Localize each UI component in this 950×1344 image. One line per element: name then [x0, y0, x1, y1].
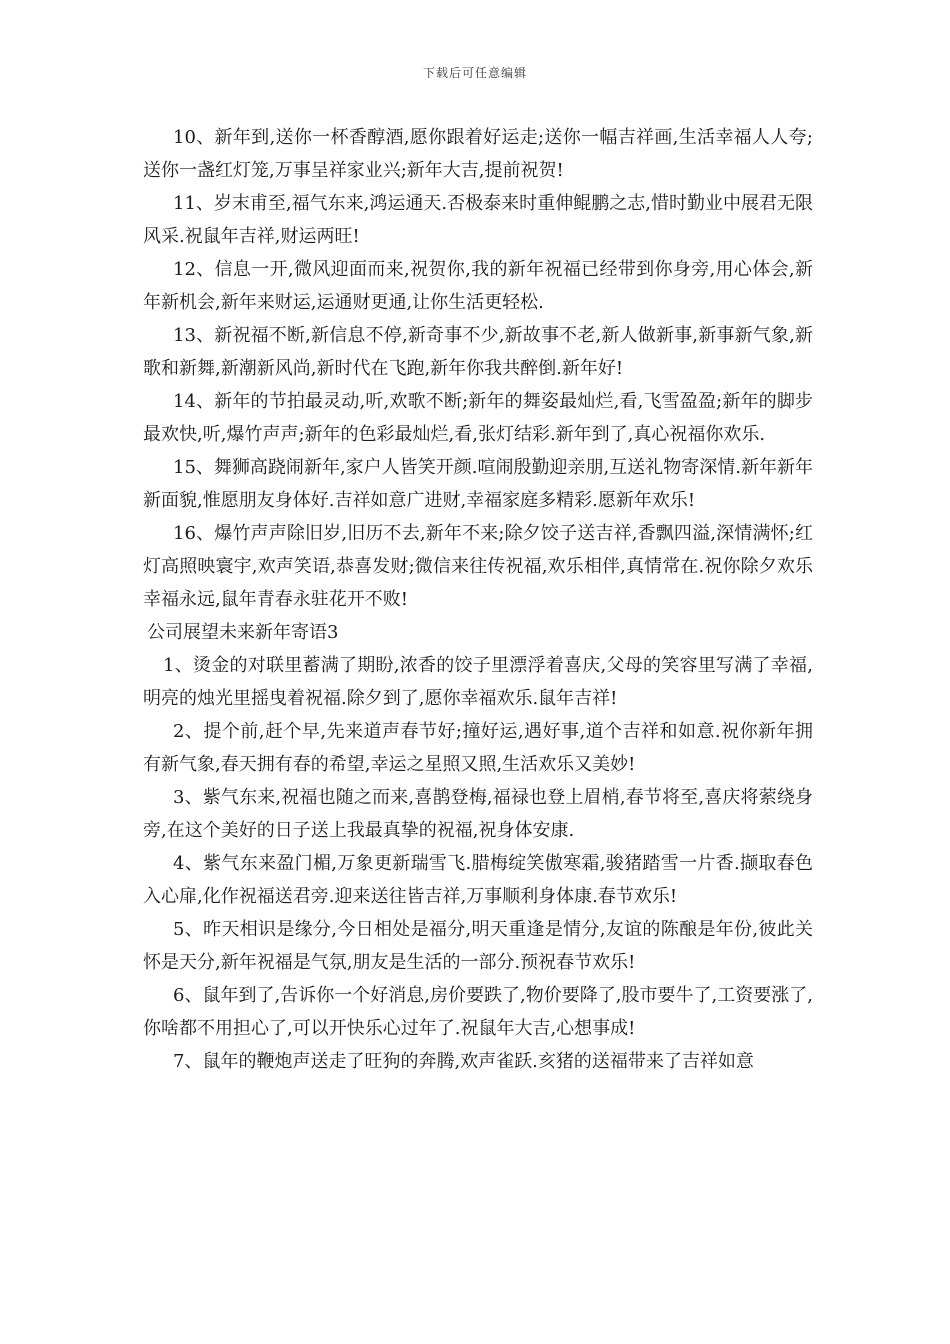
- paragraph-10: 10、新年到,送你一杯香醇酒,愿你跟着好运走;送你一幅吉祥画,生活幸福人人夸;送你一盏红灯笼,万事呈祥家业兴;新年大吉,提前祝贺!: [143, 127, 813, 181]
- paragraph-14: 14、新年的节拍最灵动,听,欢歌不断;新年的舞姿最灿烂,看,飞雪盈盈;新年的脚步最欢快,听,爆竹声声;新年的色彩最灿烂,看,张灯结彩.新年到了,真心祝福你欢乐.: [143, 391, 813, 445]
- paragraph-11: 11、岁末甫至,福气东来,鸿运通天.否极泰来时重伸鲲鹏之志,惜时勤业中展君无限风采.祝鼠年吉祥,财运两旺!: [143, 193, 813, 247]
- paragraph-1: 1、烫金的对联里蓄满了期盼,浓香的饺子里漂浮着喜庆,父母的笑容里写满了幸福,明亮的烛光里摇曳着祝福.除夕到了,愿你幸福欢乐.鼠年吉祥!: [143, 655, 813, 709]
- paragraph-7: 7、鼠年的鞭炮声送走了旺狗的奔腾,欢声雀跃.亥猪的送福带来了吉祥如意: [173, 1051, 754, 1072]
- section-heading: 公司展望未来新年寄语3: [147, 622, 339, 643]
- paragraph-15: 15、舞狮高跷闹新年,家户人皆笑开颜.喧闹殷勤迎亲朋,互送礼物寄深情.新年新年新面貌,惟愿朋友身体好.吉祥如意广进财,幸福家庭多精彩.愿新年欢乐!: [143, 457, 813, 511]
- document-body: [143, 121, 813, 1078]
- paragraph-6: 6、鼠年到了,告诉你一个好消息,房价要跌了,物价要降了,股市要牛了,工资要涨了,你啥都不用担心了,可以开快乐心过年了.祝鼠年大吉,心想事成!: [143, 985, 813, 1039]
- paragraph-3: 3、紫气东来,祝福也随之而来,喜鹊登梅,福禄也登上眉梢,春节将至,喜庆将萦绕身旁,在这个美好的日子送上我最真挚的祝福,祝身体安康.: [143, 787, 813, 841]
- paragraph-4: 4、紫气东来盈门楣,万象更新瑞雪飞.腊梅绽笑傲寒霜,骏猪踏雪一片香.撷取春色入心扉,化作祝福送君旁.迎来送往皆吉祥,万事顺利身体康.春节欢乐!: [143, 853, 813, 907]
- paragraph-12: 12、信息一开,微风迎面而来,祝贺你,我的新年祝福已经带到你身旁,用心体会,新年新机会,新年来财运,运通财更通,让你生活更轻松.: [143, 259, 813, 313]
- paragraph-2: 2、提个前,赶个早,先来道声春节好;撞好运,遇好事,道个吉祥和如意.祝你新年拥有新气象,春天拥有春的希望,幸运之星照又照,生活欢乐又美妙!: [143, 721, 813, 775]
- paragraph-5: 5、昨天相识是缘分,今日相处是福分,明天重逢是情分,友谊的陈酿是年份,彼此关怀是天分,新年祝福是气氛,朋友是生活的一部分.预祝春节欢乐!: [143, 919, 813, 973]
- paragraph-16: 16、爆竹声声除旧岁,旧历不去,新年不来;除夕饺子送吉祥,香飘四溢,深情满怀;红灯高照映寰宇,欢声笑语,恭喜发财;微信来往传祝福,欢乐相伴,真情常在.祝你除夕欢乐幸福永远,鼠年青春永驻花开不败!: [143, 523, 813, 610]
- page-header: 下载后可任意编辑: [422, 66, 527, 80]
- paragraph-13: 13、新祝福不断,新信息不停,新奇事不少,新故事不老,新人做新事,新事新气象,新歌和新舞,新潮新风尚,新时代在飞跑,新年你我共醉倒.新年好!: [143, 325, 813, 379]
